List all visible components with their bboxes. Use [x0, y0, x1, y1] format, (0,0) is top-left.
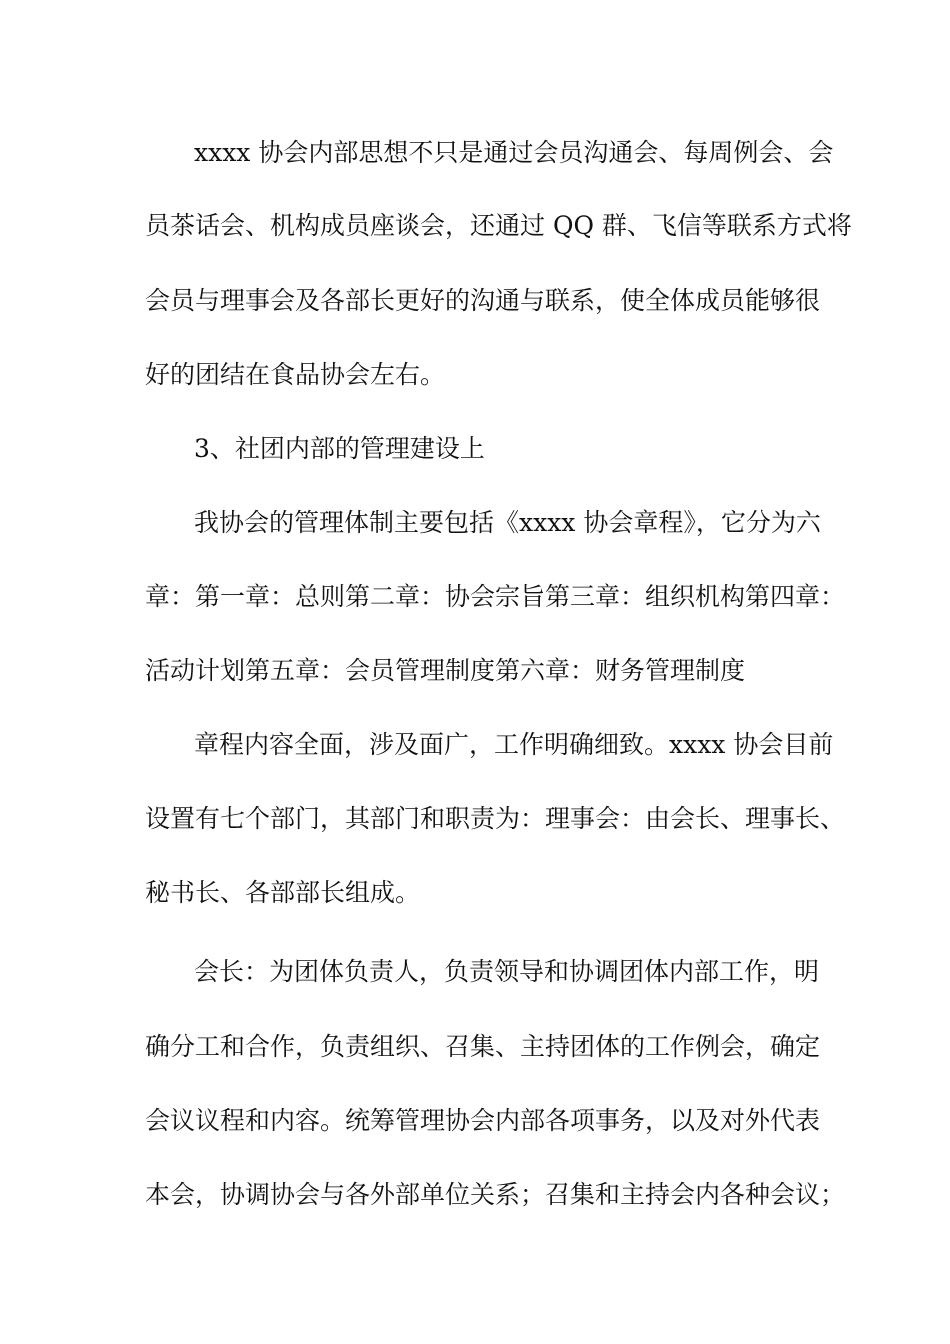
text-line: 会议议程和内容。统筹管理协会内部各项事务，以及对外代表: [145, 1106, 821, 1135]
text-line: 好的团结在食品协会左右。: [145, 360, 446, 389]
text-line: 确分工和合作，负责组织、召集、主持团体的工作例会，确定: [145, 1032, 821, 1061]
text-line: 员茶话会、机构成员座谈会，还通过 QQ 群、飞信等联系方式将: [145, 211, 852, 240]
text-line: 秘书长、各部部长组成。: [145, 878, 421, 907]
text-line: 章：第一章：总则第二章：协会宗旨第三章：组织机构第四章：: [145, 582, 846, 611]
text-line: 本会，协调协会与各外部单位关系；召集和主持会内各种会议；: [145, 1180, 846, 1209]
text-line: 设置有七个部门，其部门和职责为：理事会：由会长、理事长、: [145, 804, 846, 833]
text-line: 会长：为团体负责人，负责领导和协调团体内部工作，明: [194, 957, 820, 986]
section-heading: 3、社团内部的管理建设上: [194, 434, 485, 463]
text-line: xxxx 协会内部思想不只是通过会员沟通会、每周例会、会: [194, 138, 834, 167]
text-line: 章程内容全面，涉及面广，工作明确细致。xxxx 协会目前: [194, 730, 834, 759]
text-line: 会员与理事会及各部长更好的沟通与联系，使全体成员能够很: [145, 286, 821, 315]
text-line: 我协会的管理体制主要包括《xxxx 协会章程》，它分为六: [194, 508, 821, 537]
text-line: 活动计划第五章：会员管理制度第六章：财务管理制度: [145, 656, 746, 685]
